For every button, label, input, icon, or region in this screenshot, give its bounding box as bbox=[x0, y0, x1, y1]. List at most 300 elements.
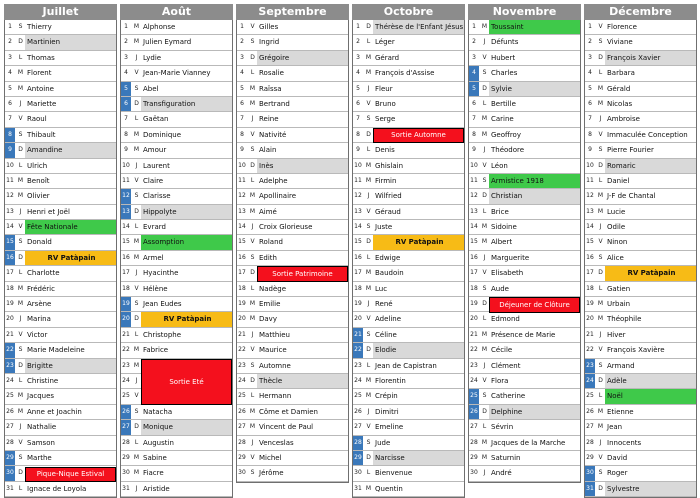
weekday-letter: D bbox=[598, 53, 603, 61]
saint-name: Samson bbox=[27, 438, 55, 447]
weekday-letter: S bbox=[250, 253, 255, 261]
weekday-letter: M bbox=[249, 407, 256, 415]
weekday-letter: V bbox=[482, 53, 487, 61]
day-number: 5 bbox=[8, 84, 12, 92]
day-number: 12 bbox=[586, 192, 594, 200]
day-number: 3 bbox=[472, 53, 476, 61]
saint-name: Aude bbox=[491, 284, 509, 293]
day-number: 15 bbox=[5, 235, 15, 249]
weekday-letter: M bbox=[365, 376, 372, 384]
day-row bbox=[353, 235, 464, 250]
event-block: Pique-Nique Estival bbox=[25, 467, 116, 482]
saint-name: Jacques de la Marche bbox=[491, 438, 566, 447]
saint-name: Augustin bbox=[143, 438, 174, 447]
day-number: 24 bbox=[238, 376, 246, 384]
day-row bbox=[469, 466, 580, 481]
saint-name: Crépin bbox=[375, 392, 398, 401]
weekday-letter: S bbox=[18, 23, 23, 30]
weekday-letter: L bbox=[18, 376, 23, 384]
saint-name: Hippolyte bbox=[141, 205, 232, 219]
saint-name: Jean de Capistran bbox=[375, 361, 437, 370]
weekday-letter: M bbox=[481, 453, 488, 461]
day-number: 12 bbox=[238, 192, 246, 200]
saint-name: Amandine bbox=[25, 143, 116, 157]
weekday-letter: L bbox=[366, 253, 371, 261]
weekday-letter: J bbox=[599, 223, 602, 231]
weekday-letter: D bbox=[366, 130, 371, 138]
weekday-letter: M bbox=[597, 207, 604, 215]
weekday-letter: J bbox=[251, 438, 254, 446]
day-row bbox=[5, 312, 116, 327]
day-row bbox=[237, 420, 348, 435]
day-number: 23 bbox=[470, 361, 478, 369]
day-number: 7 bbox=[240, 115, 244, 123]
weekday-letter: J bbox=[251, 223, 254, 231]
saint-name: Brice bbox=[491, 207, 509, 216]
day-number: 4 bbox=[8, 69, 12, 77]
saint-name: Théodore bbox=[491, 146, 525, 155]
day-number: 11 bbox=[470, 176, 478, 184]
saint-name: Urbain bbox=[607, 300, 631, 309]
saint-name: Monique bbox=[141, 420, 232, 434]
day-number: 12 bbox=[121, 189, 131, 203]
day-number: 20 bbox=[354, 315, 362, 323]
saint-name: Daniel bbox=[607, 176, 630, 185]
days-list bbox=[120, 20, 233, 498]
saint-name: Jérôme bbox=[259, 469, 284, 478]
day-row bbox=[5, 436, 116, 451]
saint-name: Christophe bbox=[143, 330, 182, 339]
day-row bbox=[585, 451, 696, 466]
saint-name: Anne et Joachin bbox=[27, 407, 82, 416]
day-number: 17 bbox=[238, 269, 246, 277]
day-number: 17 bbox=[354, 269, 362, 277]
day-row bbox=[237, 297, 348, 312]
saint-name: Henri et Joël bbox=[27, 207, 70, 216]
day-row bbox=[469, 235, 580, 250]
weekday-letter: D bbox=[134, 99, 139, 107]
weekday-letter: J bbox=[135, 484, 138, 492]
event-label: RV Patàpain bbox=[605, 266, 696, 280]
day-number: 18 bbox=[586, 284, 594, 292]
day-row bbox=[585, 466, 696, 481]
saint-name: Marina bbox=[27, 315, 51, 324]
day-number: 2 bbox=[8, 38, 12, 46]
day-row bbox=[237, 436, 348, 451]
saint-name: Adèle bbox=[605, 374, 696, 388]
day-number: 11 bbox=[238, 176, 246, 184]
day-number: 17 bbox=[470, 269, 478, 277]
saint-name: Théophile bbox=[607, 315, 642, 324]
saint-name: Bertrand bbox=[259, 99, 290, 108]
weekday-letter: V bbox=[134, 392, 139, 400]
day-number: 3 bbox=[588, 53, 592, 61]
weekday-letter: M bbox=[17, 284, 24, 292]
weekday-letter: S bbox=[134, 84, 139, 92]
day-number: 2 bbox=[240, 38, 244, 46]
day-number: 30 bbox=[5, 466, 15, 480]
saint-name: Fabrice bbox=[143, 346, 169, 355]
day-row bbox=[121, 35, 232, 50]
day-row bbox=[237, 20, 348, 35]
day-number: 9 bbox=[5, 143, 15, 157]
weekday-letter: L bbox=[18, 161, 23, 169]
saint-name: Wilfried bbox=[375, 192, 402, 201]
weekday-letter: J bbox=[19, 207, 22, 215]
weekday-letter: M bbox=[365, 176, 372, 184]
day-row bbox=[469, 451, 580, 466]
saint-name: Michel bbox=[259, 453, 282, 462]
day-row bbox=[353, 112, 464, 127]
saint-name: Clément bbox=[491, 361, 521, 370]
saint-name: Armand bbox=[607, 361, 635, 370]
saint-name: Romaric bbox=[605, 159, 696, 173]
weekday-letter: M bbox=[133, 23, 140, 30]
weekday-letter: D bbox=[250, 161, 255, 169]
saint-name: Jude bbox=[375, 438, 391, 447]
weekday-letter: L bbox=[134, 330, 139, 338]
day-row bbox=[469, 312, 580, 327]
weekday-letter: M bbox=[249, 192, 256, 200]
day-number: 12 bbox=[6, 192, 14, 200]
day-row bbox=[5, 482, 116, 497]
day-row bbox=[585, 374, 696, 389]
weekday-letter: V bbox=[250, 346, 255, 354]
weekday-letter: M bbox=[365, 69, 372, 77]
holiday-label: Fête Nationale bbox=[25, 220, 116, 234]
saint-name: Innocents bbox=[607, 438, 642, 447]
saint-name: Odile bbox=[607, 223, 626, 232]
day-number: 17 bbox=[6, 269, 14, 277]
weekday-letter: S bbox=[366, 330, 371, 338]
weekday-letter: V bbox=[598, 130, 603, 138]
event-label: RV Patàpain bbox=[25, 251, 116, 265]
saint-name: Défunts bbox=[491, 38, 519, 47]
day-number: 21 bbox=[6, 330, 14, 338]
saint-name: Aimé bbox=[259, 207, 277, 216]
saint-name: Denis bbox=[375, 146, 395, 155]
weekday-letter: M bbox=[133, 130, 140, 138]
saint-name: François Xavière bbox=[607, 346, 665, 355]
day-row bbox=[585, 235, 696, 250]
saint-name: Lydie bbox=[143, 53, 162, 62]
day-number: 28 bbox=[6, 438, 14, 446]
weekday-letter: S bbox=[18, 346, 23, 354]
day-number: 30 bbox=[354, 469, 362, 477]
day-row bbox=[585, 143, 696, 158]
day-number: 27 bbox=[470, 423, 478, 431]
day-row bbox=[121, 189, 232, 204]
event-block: Sortie Patrimoine bbox=[257, 266, 348, 281]
day-row bbox=[469, 128, 580, 143]
day-number: 5 bbox=[240, 84, 244, 92]
day-row bbox=[469, 51, 580, 66]
day-row bbox=[353, 297, 464, 312]
weekday-letter: J bbox=[599, 115, 602, 123]
day-row bbox=[585, 159, 696, 174]
day-row bbox=[469, 420, 580, 435]
saint-name: Sabine bbox=[143, 453, 167, 462]
day-row bbox=[5, 220, 116, 235]
saint-name: Nativité bbox=[259, 130, 287, 139]
saint-name: Ambroise bbox=[607, 115, 640, 124]
day-number: 26 bbox=[6, 407, 14, 415]
month-header: Décembre bbox=[584, 4, 697, 20]
day-number: 10 bbox=[238, 161, 246, 169]
saint-name: Fleur bbox=[375, 84, 393, 93]
saint-name: Flora bbox=[491, 376, 509, 385]
saint-name: Bertille bbox=[491, 99, 516, 108]
weekday-letter: J bbox=[251, 330, 254, 338]
weekday-letter: V bbox=[482, 269, 487, 277]
day-number: 23 bbox=[238, 361, 246, 369]
weekday-letter: S bbox=[482, 284, 487, 292]
day-row bbox=[237, 128, 348, 143]
weekday-letter: M bbox=[481, 23, 488, 30]
weekday-letter: V bbox=[250, 23, 255, 30]
day-row bbox=[469, 82, 580, 97]
saint-name: Arsène bbox=[27, 300, 52, 309]
day-number: 1 bbox=[472, 23, 476, 30]
saint-name: Elisabeth bbox=[491, 269, 524, 278]
day-number: 1 bbox=[8, 23, 12, 30]
day-number: 8 bbox=[124, 130, 128, 138]
saint-name: Julien Eymard bbox=[143, 38, 192, 47]
day-row bbox=[353, 251, 464, 266]
event-block: Déjeuner de Clôture bbox=[489, 297, 580, 312]
day-row bbox=[237, 405, 348, 420]
day-row bbox=[121, 282, 232, 297]
day-number: 28 bbox=[353, 436, 363, 450]
day-number: 30 bbox=[122, 469, 130, 477]
saint-name: François Xavier bbox=[605, 51, 696, 65]
saint-name: Brigitte bbox=[25, 359, 116, 373]
weekday-letter: D bbox=[598, 484, 603, 492]
day-number: 3 bbox=[356, 53, 360, 61]
weekday-letter: J bbox=[19, 315, 22, 323]
day-number: 6 bbox=[472, 99, 476, 107]
day-number: 7 bbox=[8, 115, 12, 123]
day-row bbox=[5, 66, 116, 81]
weekday-letter: M bbox=[481, 330, 488, 338]
weekday-letter: J bbox=[483, 253, 486, 261]
saint-name: Davy bbox=[259, 315, 277, 324]
weekday-letter: D bbox=[134, 207, 139, 215]
weekday-letter: J bbox=[135, 161, 138, 169]
saint-name: Marthe bbox=[27, 453, 52, 462]
saint-name: Gaëtan bbox=[143, 115, 169, 124]
day-row bbox=[5, 420, 116, 435]
day-number: 10 bbox=[586, 161, 594, 169]
day-row bbox=[237, 35, 348, 50]
saint-name: Claire bbox=[143, 176, 164, 185]
day-row bbox=[121, 343, 232, 358]
day-row bbox=[585, 128, 696, 143]
day-row bbox=[353, 389, 464, 404]
saint-name: Gérald bbox=[607, 84, 631, 93]
day-row bbox=[585, 251, 696, 266]
day-number: 24 bbox=[6, 376, 14, 384]
day-row bbox=[353, 266, 464, 281]
day-row bbox=[237, 282, 348, 297]
saint-name: Immaculée Conception bbox=[607, 130, 688, 139]
day-row bbox=[237, 328, 348, 343]
weekday-letter: M bbox=[597, 84, 604, 92]
day-number: 30 bbox=[238, 469, 246, 477]
weekday-letter: D bbox=[18, 38, 23, 46]
day-number: 28 bbox=[122, 438, 130, 446]
weekday-letter: J bbox=[483, 38, 486, 46]
day-number: 20 bbox=[238, 315, 246, 323]
day-row bbox=[237, 251, 348, 266]
days-list bbox=[236, 20, 349, 483]
saint-name: Sidoine bbox=[491, 223, 517, 232]
day-row bbox=[237, 51, 348, 66]
day-row bbox=[5, 97, 116, 112]
saint-name: Clarisse bbox=[143, 192, 171, 201]
weekday-letter: D bbox=[18, 146, 23, 154]
saint-name: Adelphe bbox=[259, 176, 288, 185]
day-row bbox=[5, 128, 116, 143]
weekday-letter: M bbox=[481, 223, 488, 231]
day-number: 21 bbox=[122, 330, 130, 338]
saint-name: Raïssa bbox=[259, 84, 282, 93]
weekday-letter: S bbox=[482, 176, 487, 184]
day-number: 7 bbox=[124, 115, 128, 123]
weekday-letter: D bbox=[250, 376, 255, 384]
weekday-letter: L bbox=[598, 176, 603, 184]
day-number: 31 bbox=[585, 482, 595, 496]
day-row bbox=[469, 436, 580, 451]
weekday-letter: V bbox=[250, 238, 255, 246]
saint-name: Alphonse bbox=[143, 23, 176, 31]
day-number: 4 bbox=[240, 69, 244, 77]
weekday-letter: V bbox=[598, 238, 603, 246]
day-number: 26 bbox=[238, 407, 246, 415]
day-row bbox=[469, 359, 580, 374]
saint-name: Automne bbox=[259, 361, 291, 370]
day-number: 6 bbox=[8, 99, 12, 107]
weekday-letter: L bbox=[598, 69, 603, 77]
day-number: 15 bbox=[470, 238, 478, 246]
saint-name: Florentin bbox=[375, 376, 406, 385]
weekday-letter: S bbox=[366, 115, 371, 123]
month-column bbox=[236, 4, 349, 483]
saint-name: Pierre Fourier bbox=[607, 146, 654, 155]
day-row bbox=[121, 266, 232, 281]
day-number: 14 bbox=[470, 223, 478, 231]
saint-name: Jacques bbox=[27, 392, 55, 401]
saint-name: Florence bbox=[607, 23, 637, 31]
weekday-letter: L bbox=[482, 315, 487, 323]
month-column bbox=[352, 4, 465, 498]
holiday-label: Armistice 1918 bbox=[489, 174, 580, 188]
saint-name: Ghislain bbox=[375, 161, 404, 170]
weekday-letter: M bbox=[481, 115, 488, 123]
day-number: 7 bbox=[588, 115, 592, 123]
day-number: 31 bbox=[122, 484, 130, 492]
holiday-label: Noël bbox=[605, 389, 696, 403]
saint-name: Transfiguration bbox=[141, 97, 232, 111]
day-row bbox=[585, 282, 696, 297]
weekday-letter: M bbox=[365, 161, 372, 169]
day-row bbox=[353, 66, 464, 81]
day-row bbox=[353, 143, 464, 158]
day-number: 13 bbox=[354, 207, 362, 215]
weekday-letter: L bbox=[482, 423, 487, 431]
day-number: 16 bbox=[586, 253, 594, 261]
day-number: 15 bbox=[586, 238, 594, 246]
day-row bbox=[469, 405, 580, 420]
days-list bbox=[4, 20, 117, 498]
day-number: 1 bbox=[356, 23, 360, 30]
weekday-letter: J bbox=[135, 53, 138, 61]
day-number: 5 bbox=[588, 84, 592, 92]
day-row bbox=[353, 205, 464, 220]
weekday-letter: V bbox=[598, 346, 603, 354]
weekday-letter: L bbox=[18, 484, 23, 492]
day-row bbox=[237, 451, 348, 466]
weekday-letter: J bbox=[251, 115, 254, 123]
weekday-letter: S bbox=[250, 38, 255, 46]
weekday-letter: M bbox=[17, 407, 24, 415]
saint-name: Catherine bbox=[491, 392, 526, 401]
saint-name: Nicolas bbox=[607, 99, 633, 108]
day-number: 27 bbox=[121, 420, 131, 434]
day-row bbox=[121, 451, 232, 466]
saint-name: Léger bbox=[375, 38, 395, 47]
month-header: Septembre bbox=[236, 4, 349, 20]
weekday-letter: L bbox=[134, 438, 139, 446]
day-row bbox=[237, 97, 348, 112]
day-row bbox=[469, 174, 580, 189]
day-number: 4 bbox=[588, 69, 592, 77]
day-row bbox=[121, 128, 232, 143]
saint-name: Evrard bbox=[143, 223, 166, 232]
day-row bbox=[469, 189, 580, 204]
day-row bbox=[121, 235, 232, 250]
saint-name: Albert bbox=[491, 238, 513, 247]
day-row bbox=[353, 174, 464, 189]
day-number: 27 bbox=[354, 423, 362, 431]
day-row bbox=[585, 66, 696, 81]
month-column bbox=[120, 4, 233, 498]
day-row bbox=[469, 282, 580, 297]
day-number: 2 bbox=[356, 38, 360, 46]
day-number: 1 bbox=[124, 23, 128, 30]
saint-name: Grégoire bbox=[257, 51, 348, 65]
day-row bbox=[237, 189, 348, 204]
saint-name: Nadège bbox=[259, 284, 287, 293]
day-row bbox=[5, 20, 116, 35]
weekday-letter: S bbox=[598, 469, 603, 477]
day-row bbox=[237, 220, 348, 235]
day-row bbox=[353, 312, 464, 327]
day-number: 8 bbox=[5, 128, 15, 142]
weekday-letter: L bbox=[134, 223, 139, 231]
day-row bbox=[353, 20, 464, 35]
day-row bbox=[237, 312, 348, 327]
day-row bbox=[121, 20, 232, 35]
day-number: 4 bbox=[124, 69, 128, 77]
saint-name: Thérèse de l'Enfant Jésus bbox=[373, 20, 464, 34]
weekday-letter: J bbox=[483, 361, 486, 369]
day-number: 21 bbox=[586, 330, 594, 338]
holiday-label: Toussaint bbox=[489, 20, 580, 34]
day-number: 25 bbox=[122, 392, 130, 400]
weekday-letter: D bbox=[598, 376, 603, 384]
month-header: Novembre bbox=[468, 4, 581, 20]
